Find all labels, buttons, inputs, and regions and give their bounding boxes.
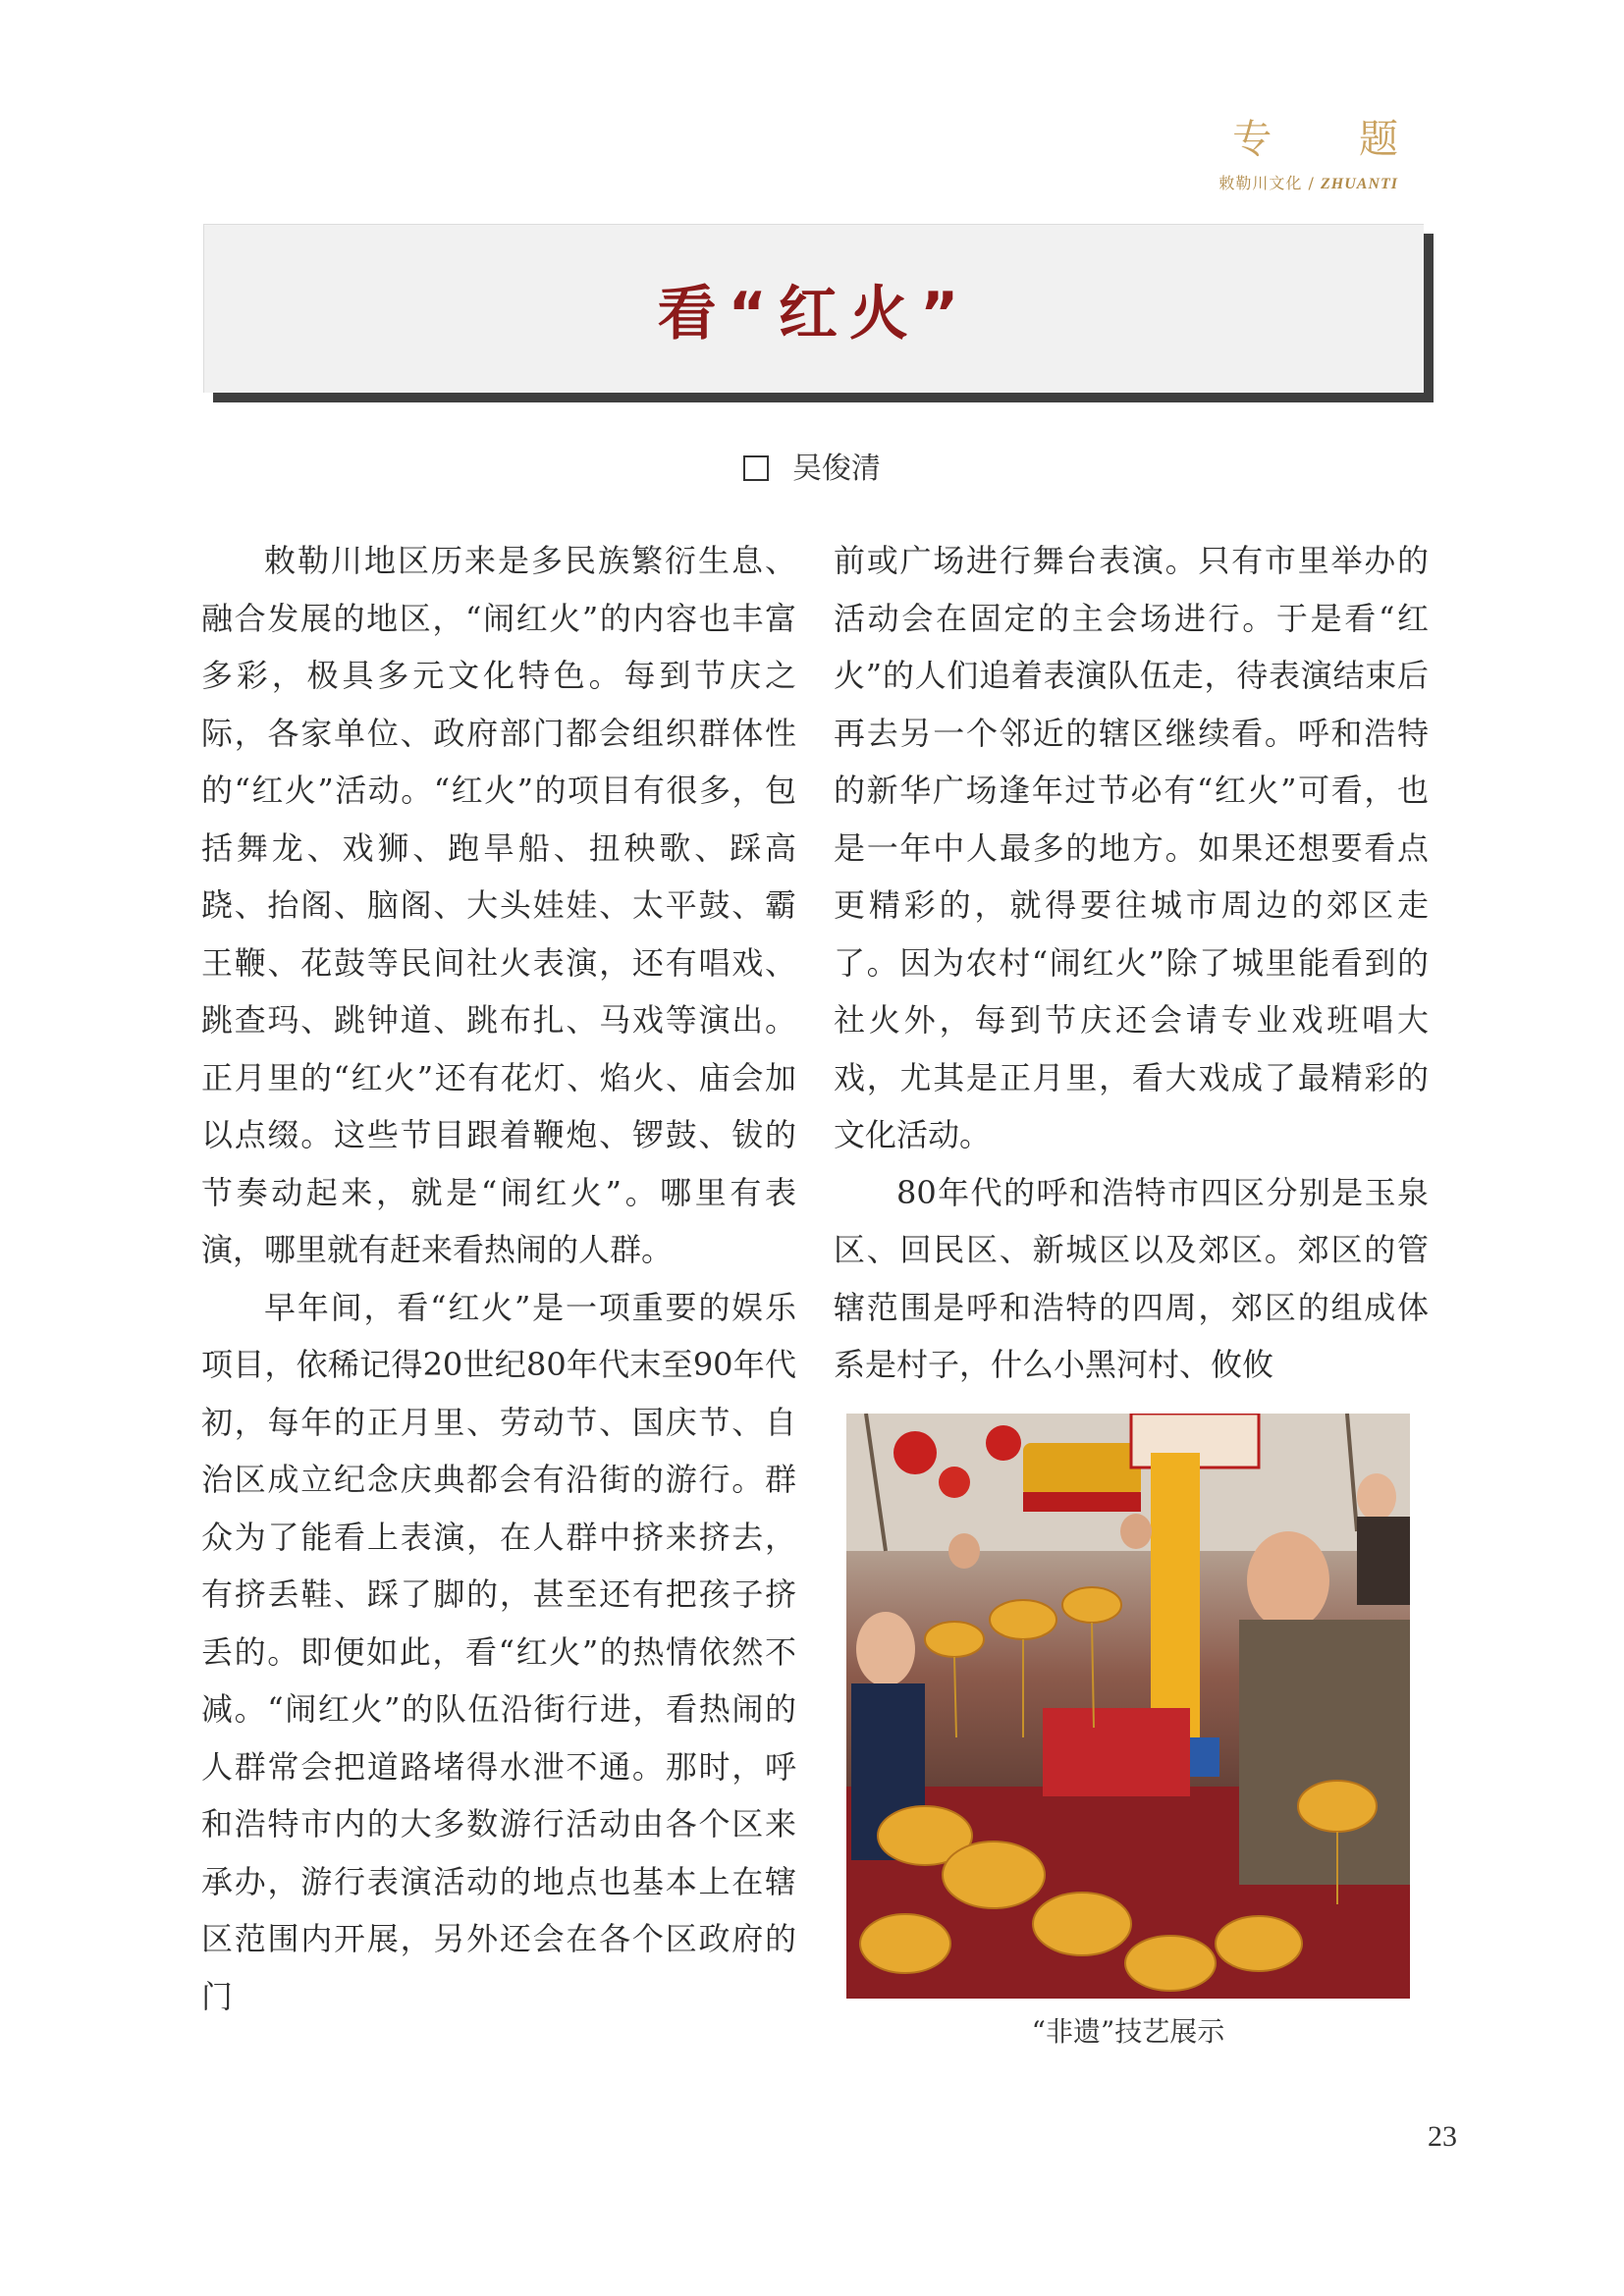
section-header — [1218, 116, 1435, 193]
left-column — [201, 532, 796, 2025]
section-subtitle-en: ZHUANTI — [1321, 176, 1398, 192]
paragraph: 敕勒川地区历来是多民族繁衍生息、融合发展的地区，“闹红火”的内容也丰富多彩，极具多元文化特色。每到节庆之际，各家单位、政府部门都会组织群体性的“红火”活动。“红火”的项目有很多，包括舞龙、戏狮、跑旱船、扭秧歌、踩高跷、抬阁、脑阁、大头娃娃、太平鼓、霸王鞭、花鼓等民间社火表演，还有唱戏、跳查玛、跳钟道、跳布扎、马戏等演出。正月里的“红火”还有花灯、焰火、庙会加以点缀。这些节目跟着鞭炮、锣鼓、钹的节奏动起来，就是“闹红火”。哪里有表演，哪里就有赶来看热闹的人群。 — [201, 542, 796, 1268]
author-name: 吴俊清 — [792, 452, 881, 486]
page-number: 23 — [1428, 2120, 1457, 2153]
section-subtitle — [1218, 171, 1398, 193]
article-title: 看“红火” — [657, 279, 971, 348]
paragraph-continued: 前或广场进行舞台表演。只有市里举办的活动会在固定的主会场进行。于是看“红火”的人们追着表演队伍走，待表演结束后再去另一个邻近的辖区继续看。呼和浩特的新华广场逢年过节必有“红火”可看，也是一年中人最多的地方。如果还想要看点更精彩的，就得要往城市周边的郊区走了。因为农村“闹红火”除了城里能看到的社火外，每到节庆还会请专业戏班唱大戏，尤其是正月里，看大戏成了最精彩的文化活动。 — [834, 542, 1429, 1153]
byline — [0, 444, 1624, 487]
photo-caption: “非遗”技艺展示 — [1031, 2015, 1225, 2048]
right-column — [834, 532, 1429, 1394]
article-photo — [846, 1414, 1410, 1999]
paragraph: 早年间，看“红火”是一项重要的娱乐项目，依稀记得20世纪80年代末至90年代初，每年的正月里、劳动节、国庆节、自治区成立纪念庆典都会有沿街的游行。群众为了能看上表演，在人群中挤来挤去，有挤丢鞋、踩了脚的，甚至还有把孩子挤丢的。即便如此，看“红火”的热情依然不减。“闹红火”的队伍沿街行进，看热闹的人群常会把道路堵得水泄不通。那时，呼和浩特市内的大多数游行活动由各个区来承办，游行表演活动的地点也基本上在辖区范围内开展，另外还会在各个区政府的门 — [201, 1288, 796, 2015]
section-subtitle-cn: 敕勒川文化 — [1218, 174, 1303, 192]
title-box — [203, 224, 1424, 393]
section-subtitle-separator: / — [1302, 174, 1321, 192]
sugar-art-photo-illustration — [846, 1414, 1410, 1999]
author-box-icon — [743, 455, 769, 481]
section-title: 专 题 — [1232, 117, 1435, 162]
paragraph: 80年代的呼和浩特市四区分别是玉泉区、回民区、新城区以及郊区。郊区的管辖范围是呼和浩特的四周，郊区的组成体系是村子，什么小黑河村、攸攸 — [834, 1173, 1429, 1383]
